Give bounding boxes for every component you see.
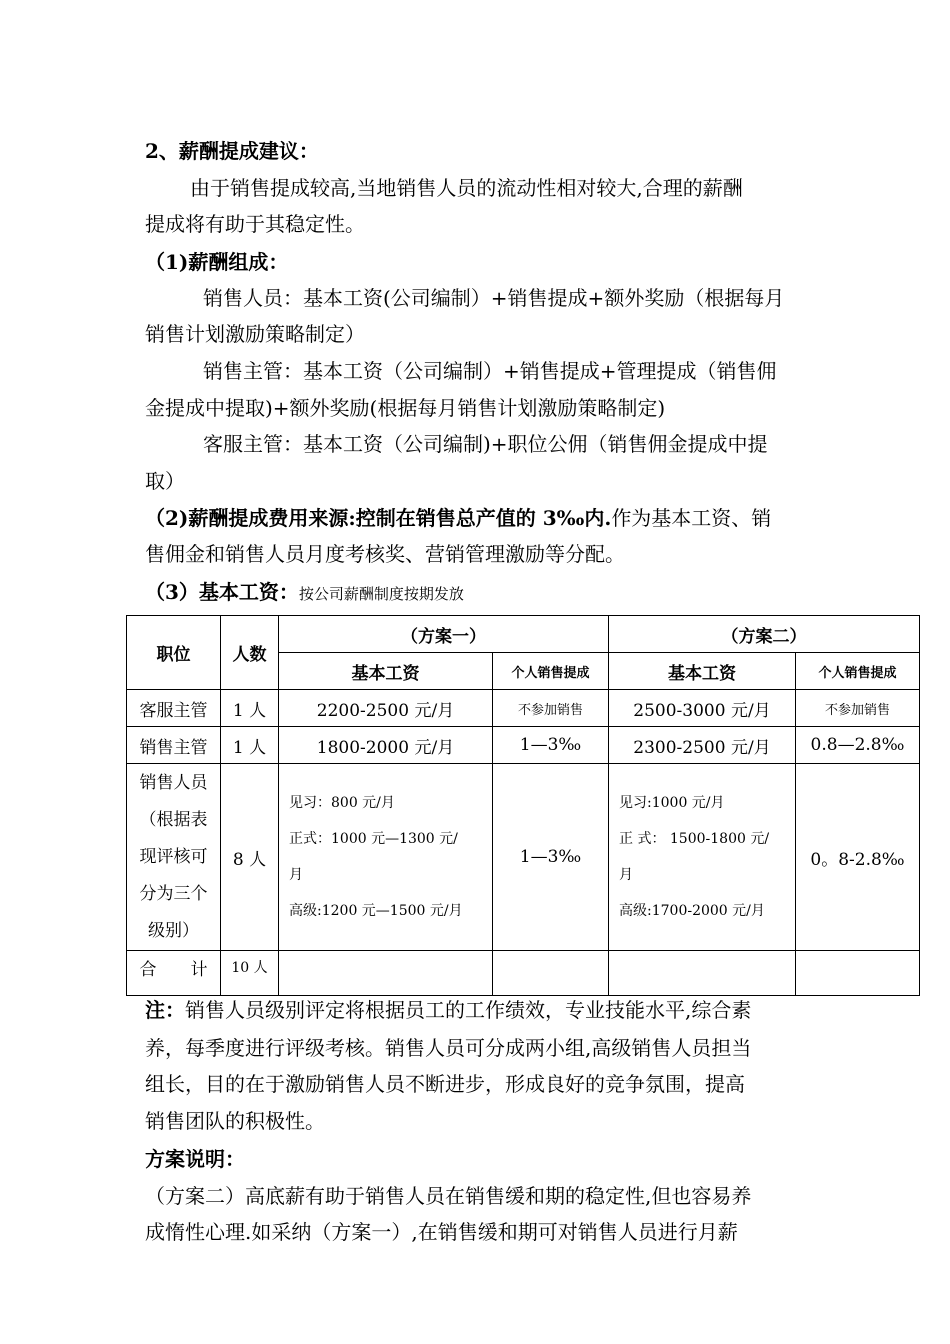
sales-plan2-line: 见习:1000 元/月 bbox=[619, 795, 725, 811]
sales-position bbox=[127, 764, 221, 951]
total-empty bbox=[493, 951, 609, 996]
sales-plan2-line: 月 bbox=[619, 867, 633, 883]
total-count: 10 人 bbox=[221, 951, 279, 996]
sales-position-line: 分为三个 bbox=[139, 883, 208, 904]
row-position: 销售主管 bbox=[127, 727, 221, 764]
s3-rest: 按公司薪酬制度按期发放 bbox=[298, 585, 464, 603]
s3-bold: （3）基本工资： bbox=[145, 580, 299, 604]
s1-cs-line-1: 客服主管：基本工资（公司编制)+职位公佣（销售佣金提成中提 bbox=[203, 432, 768, 456]
sales-count: 8 人 bbox=[221, 764, 279, 951]
sales-plan2-commission: 0。8-2.8‰ bbox=[796, 764, 920, 951]
sales-plan2-line: 正 式： 1500-1800 元/ bbox=[619, 831, 770, 847]
plan-title: 方案说明： bbox=[145, 1147, 245, 1171]
s1-supervisor-line-2: 金提成中提取)+额外奖励(根据每月销售计划激励策略制定) bbox=[145, 396, 666, 420]
s1-sales-line-2: 销售计划激励策略制定） bbox=[145, 322, 365, 346]
sales-plan1-commission: 1—3‰ bbox=[493, 764, 609, 951]
sales-plan2-base bbox=[609, 764, 796, 951]
sales-position-line: （根据表 bbox=[139, 809, 208, 830]
total-empty bbox=[609, 951, 796, 996]
s1-title: （1)薪酬组成： bbox=[145, 250, 289, 274]
total-empty bbox=[279, 951, 493, 996]
sales-plan1-line: 正式：1000 元—1300 元/ bbox=[289, 831, 458, 847]
s1-supervisor-line-1: 销售主管：基本工资（公司编制）+销售提成+管理提成（销售佣 bbox=[203, 359, 777, 383]
table-total-row bbox=[127, 951, 920, 996]
section-heading: 2、薪酬提成建议： bbox=[145, 139, 319, 163]
row-plan2-base: 2500-3000 元/月 bbox=[609, 690, 796, 727]
sales-position-line: 销售人员 bbox=[139, 772, 208, 793]
header-plan1-base: 基本工资 bbox=[279, 653, 493, 690]
sales-plan1-base bbox=[279, 764, 493, 951]
header-plan2-base: 基本工资 bbox=[609, 653, 796, 690]
row-plan1-commission: 不参加销售 bbox=[493, 690, 609, 727]
table-header-row bbox=[127, 616, 920, 653]
row-plan2-base: 2300-2500 元/月 bbox=[609, 727, 796, 764]
header-plan2-commission: 个人销售提成 bbox=[796, 653, 920, 690]
note-line-4: 销售团队的积极性。 bbox=[145, 1109, 325, 1133]
header-count: 人数 bbox=[221, 616, 279, 690]
sales-plan1-line: 月 bbox=[289, 867, 303, 883]
note-line-3: 组长，目的在于激励销售人员不断进步，形成良好的竞争氛围，提高 bbox=[145, 1072, 745, 1096]
sales-position-line: 级别） bbox=[148, 920, 199, 941]
sales-plan1-line: 高级:1200 元—1500 元/月 bbox=[289, 903, 463, 919]
s2-rest: 作为基本工资、销 bbox=[611, 506, 772, 530]
header-position: 职位 bbox=[127, 616, 221, 690]
s1-sales-line-1: 销售人员：基本工资(公司编制）+销售提成+额外奖励（根据每月 bbox=[203, 286, 785, 310]
plan-line-1: （方案二）高底薪有助于销售人员在销售缓和期的稳定性,但也容易养 bbox=[145, 1184, 752, 1208]
table-row bbox=[127, 690, 920, 727]
s1-cs-line-2: 取） bbox=[145, 469, 185, 493]
note-line-1 bbox=[145, 992, 751, 1028]
row-plan2-commission: 0.8—2.8‰ bbox=[796, 727, 920, 764]
total-label: 合 计 bbox=[127, 951, 221, 996]
intro-line-1: 由于销售提成较高,当地销售人员的流动性相对较大,合理的薪酬 bbox=[190, 176, 743, 200]
plan-line-2: 成惰性心理.如采纳（方案一）,在销售缓和期可对销售人员进行月薪 bbox=[145, 1220, 738, 1244]
note-label: 注： bbox=[145, 998, 185, 1022]
sales-plan2-line: 高级:1700-2000 元/月 bbox=[619, 903, 765, 919]
s3-line bbox=[145, 574, 464, 612]
s2-line-1 bbox=[145, 500, 771, 536]
s2-bold: （2)薪酬提成费用来源:控制在销售总产值的 3‰内. bbox=[145, 506, 612, 530]
note-first: 销售人员级别评定将根据员工的工作绩效，专业技能水平,综合素 bbox=[185, 998, 752, 1022]
row-plan2-commission: 不参加销售 bbox=[796, 690, 920, 727]
row-count: 1 人 bbox=[221, 690, 279, 727]
row-count: 1 人 bbox=[221, 727, 279, 764]
row-plan1-base: 2200-2500 元/月 bbox=[279, 690, 493, 727]
header-plan-2: （方案二） bbox=[609, 616, 920, 653]
intro-line-2: 提成将有助于其稳定性。 bbox=[145, 212, 365, 236]
salary-table bbox=[126, 615, 920, 996]
row-position: 客服主管 bbox=[127, 690, 221, 727]
header-plan1-commission: 个人销售提成 bbox=[493, 653, 609, 690]
row-plan1-base: 1800-2000 元/月 bbox=[279, 727, 493, 764]
row-plan1-commission: 1—3‰ bbox=[493, 727, 609, 764]
header-plan-1: （方案一） bbox=[279, 616, 609, 653]
total-empty bbox=[796, 951, 920, 996]
table-row-sales bbox=[127, 764, 920, 951]
s2-line-2: 售佣金和销售人员月度考核奖、营销管理激励等分配。 bbox=[145, 542, 625, 566]
note-line-2: 养，每季度进行评级考核。销售人员可分成两小组,高级销售人员担当 bbox=[145, 1036, 752, 1060]
table-row bbox=[127, 727, 920, 764]
sales-plan1-line: 见习：800 元/月 bbox=[289, 795, 395, 811]
sales-position-line: 现评核可 bbox=[139, 846, 208, 867]
